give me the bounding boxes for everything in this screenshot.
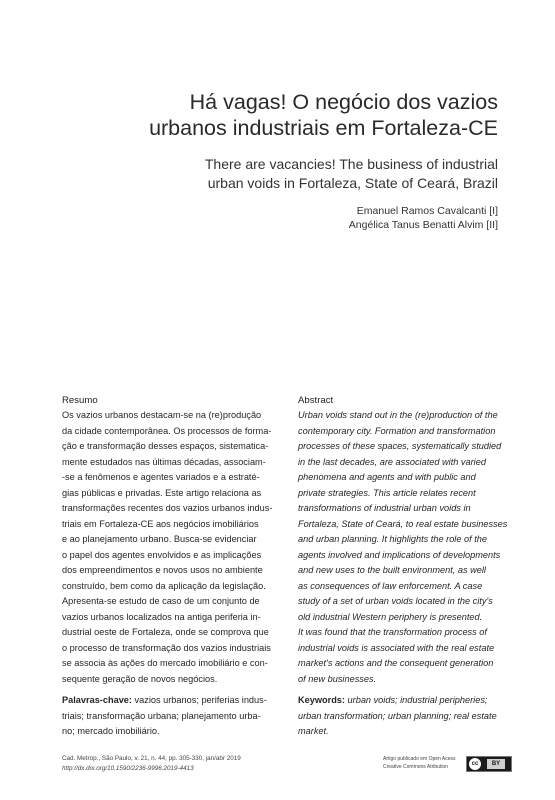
citation-text: Cad. Metrop., São Paulo, v. 21, n. 44, pp. 305-330, jan/abr 2019 <box>62 755 241 762</box>
resumo-line: dos empreendimentos e novos usos no ambiente <box>62 565 263 575</box>
keywords-line: urban transformation; urban planning; real estate <box>298 710 497 721</box>
title-pt-line-2: urbanos industriais em Fortaleza-CE <box>149 116 498 140</box>
cc-by-license-icon[interactable] <box>466 756 512 772</box>
title-en-line-2: urban voids in Fortaleza, State of Ceará, Brazil <box>207 175 498 191</box>
keywords-line: vazios urbanos; periferias indus- <box>131 695 267 705</box>
title-pt-line-1: Há vagas! O negócio dos vazios <box>189 90 498 114</box>
abstract-line: industrial voids is associated with the real estate <box>298 642 495 653</box>
abstract-line: old industrial Western periphery is presented. <box>298 611 483 622</box>
license-line-2: Creative Commons Atribution <box>383 764 449 770</box>
abstract-line: transformations of industrial urban voids in <box>298 503 471 513</box>
keywords-line: urban voids; industrial peripheries; <box>344 695 488 705</box>
resumo-line: gias públicas e privadas. Este artigo relaciona as <box>62 487 262 498</box>
title-en-line-1: There are vacancies! The business of industrial <box>204 156 498 172</box>
keywords-line: no; mercado imobiliário. <box>62 726 160 736</box>
title-portuguese <box>78 89 498 141</box>
abstract-line: of new businesses. <box>298 673 377 684</box>
resumo-line: Os vazios urbanos destacam-se na (re)produção <box>62 410 262 420</box>
abstract-heading: Abstract <box>298 395 334 406</box>
license-line-1: Artigo publicado em Open Acess <box>383 756 456 762</box>
abstract-keywords <box>298 693 510 740</box>
resumo-line: sequente geração de novos negócios. <box>62 673 218 684</box>
abstract-line: It was found that the transformation process of <box>298 627 487 637</box>
by-icon: BY <box>487 759 505 769</box>
author-1: Emanuel Ramos Cavalcanti [I] <box>356 205 498 217</box>
abstract-line: Fortaleza, State of Ceará, to real estate businesses <box>298 518 508 529</box>
resumo-line: o papel dos agentes envolvidos e as implicações <box>62 549 262 560</box>
abstract-column <box>298 394 510 740</box>
author-2: Angélica Tanus Benatti Alvim [II] <box>348 219 498 231</box>
abstract-line: phenomena and agents and with public and <box>298 472 476 482</box>
resumo-line: -se a fenômenos e agentes variados e a estraté- <box>62 472 260 482</box>
abstract-line: and urban planning. It highlights the role of the <box>298 534 487 544</box>
abstract-line: contemporary city. Formation and transformation <box>298 425 496 436</box>
resumo-line: dustrial oeste de Fortaleza, onde se comprova que <box>62 627 269 637</box>
footer-citation <box>62 754 322 774</box>
keywords-line: market. <box>298 726 329 736</box>
abstract-line: and new uses to the built environment, as well <box>298 565 486 575</box>
abstract-body <box>298 408 510 687</box>
doi-link[interactable]: http://dx.doi.org/10.1590/2236-9996.2019-4413 <box>62 765 194 772</box>
abstract-line: study of a set of urban voids located in the city's <box>298 596 493 606</box>
abstract-line: processes of these spaces, systematically studied <box>298 441 502 451</box>
resumo-keywords <box>62 693 275 740</box>
license-text <box>383 755 463 771</box>
resumo-line: vazios urbanos localizados na antiga periferia in- <box>62 611 261 622</box>
resumo-line: da cidade contemporânea. Os processos de forma- <box>62 425 272 436</box>
cc-icon: cc <box>469 758 481 770</box>
abstract-line: private strategies. This article relates recent <box>298 487 476 498</box>
resumo-heading: Resumo <box>62 395 98 406</box>
abstract-line: market's actions and the consequent generation <box>298 658 494 668</box>
resumo-line: mente estudados nas últimas décadas, associam- <box>62 456 266 467</box>
keywords-label: Keywords: <box>298 695 345 705</box>
title-english <box>78 155 498 193</box>
abstract-line: Urban voids stand out in the (re)production of the <box>298 410 498 420</box>
resumo-line: se associa às ações do mercado imobiliário e con- <box>62 658 268 668</box>
resumo-line: ção e transformação desses espaços, sistematica- <box>62 441 269 451</box>
keywords-line: triais; transformação urbana; planejamento urba- <box>62 710 261 721</box>
resumo-body <box>62 408 275 687</box>
resumo-line: construído, bem como da aplicação da legislação. <box>62 580 266 591</box>
abstract-line: as consequences of law enforcement. A case <box>298 580 483 591</box>
resumo-line: Apresenta-se estudo de caso de um conjunto de <box>62 596 260 606</box>
resumo-column <box>62 394 275 740</box>
abstract-line: agents involved and implications of developments <box>298 549 501 560</box>
resumo-line: transformações recentes dos vazios urbanos indus- <box>62 503 273 513</box>
authors <box>198 204 498 232</box>
keywords-label: Palavras-chave: <box>62 695 132 705</box>
abstract-line: in the last decades, are associated with varied <box>298 456 486 467</box>
resumo-line: e ao planejamento urbano. Busca-se evidenciar <box>62 534 257 544</box>
resumo-line: triais em Fortaleza-CE aos negócios imobiliários <box>62 518 259 529</box>
resumo-line: o processo de transformação dos vazios industriais <box>62 642 271 653</box>
